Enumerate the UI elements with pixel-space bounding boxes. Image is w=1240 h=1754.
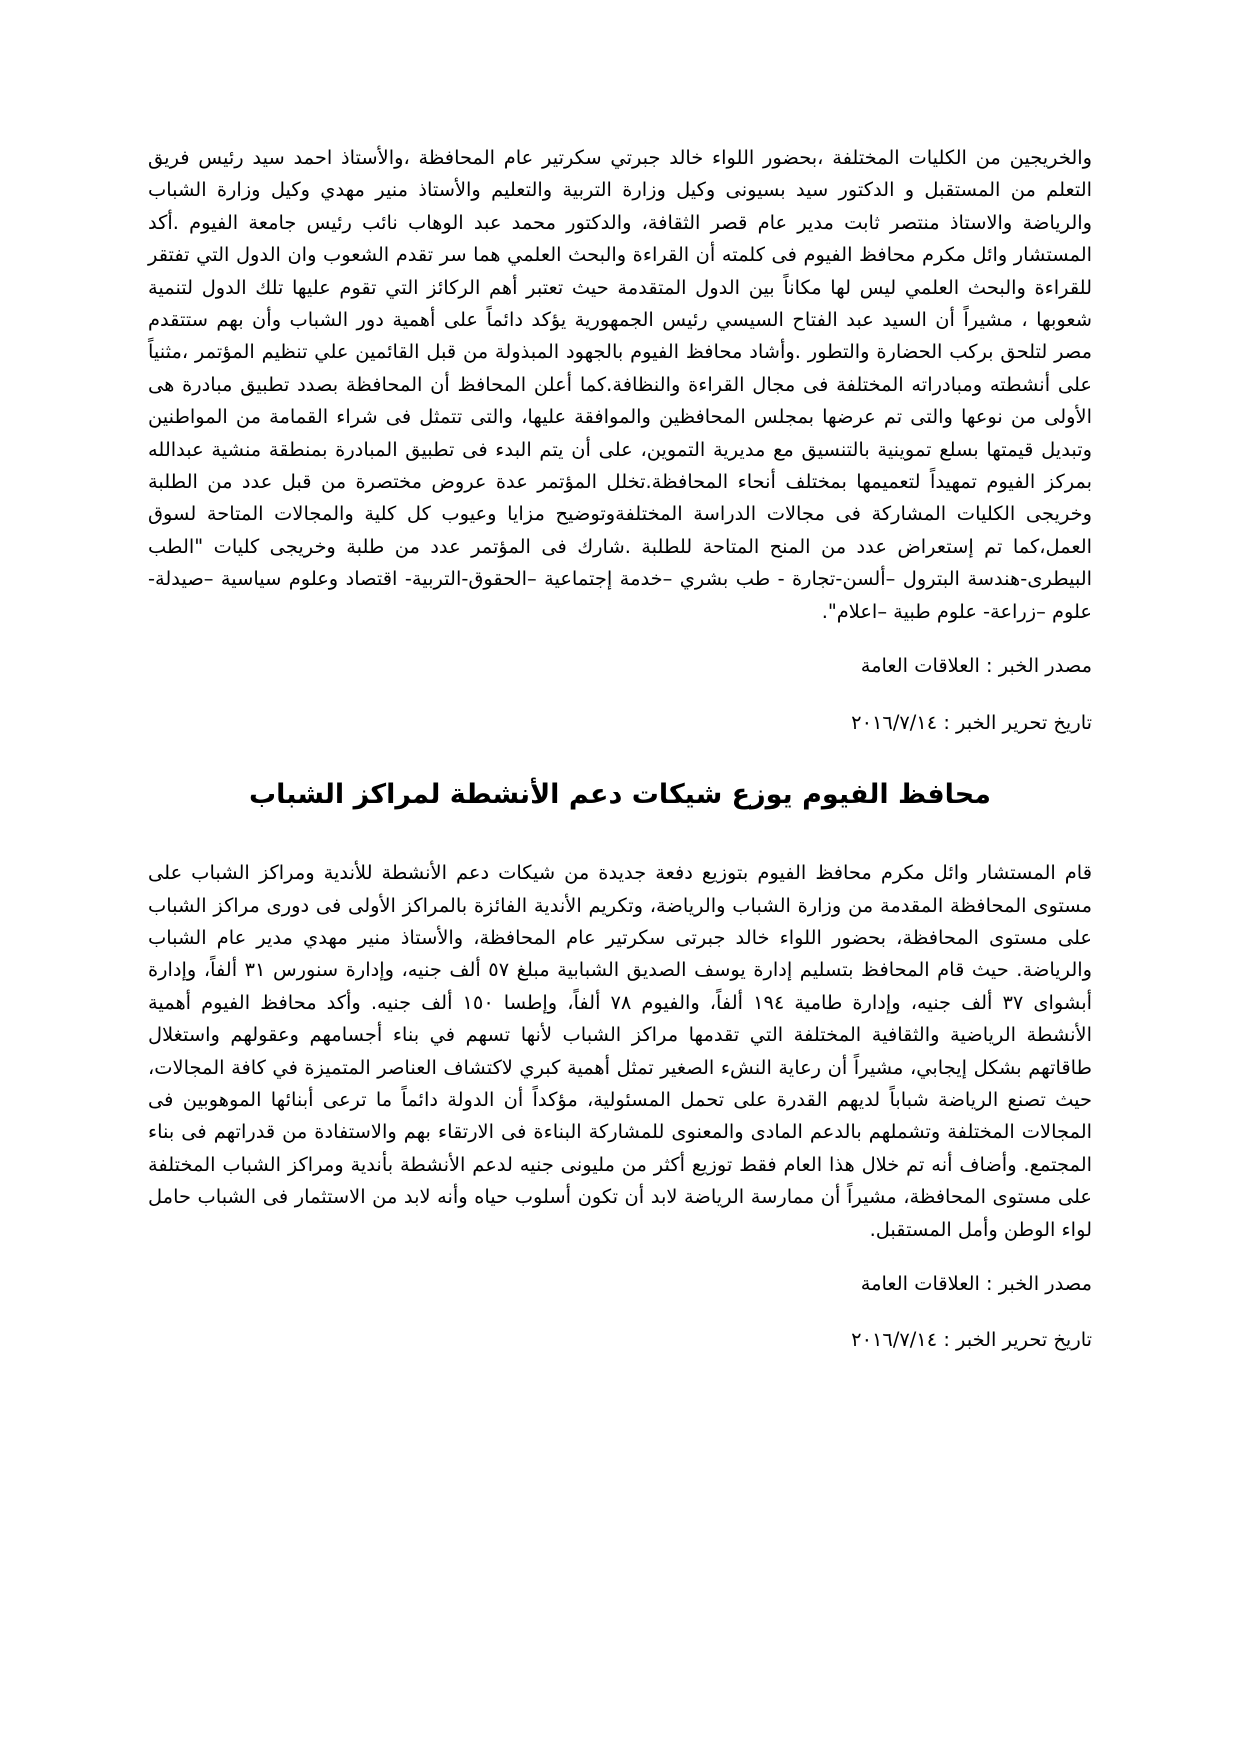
article-1-body: والخريجين من الكليات المختلفة ،بحضور اللواء خالد جبرتي سكرتير عام المحافظة ،والأستاذ احمد سيد رئيس فريق التعلم من المستقبل و الدكتور سيد بسيونى وكيل وزارة التربية والتعليم والأستاذ منير مهدي وكيل وزارة الشباب والرياضة والاستاذ منتصر ثابت مدير عام قصر الثقافة، والدكتور محمد عبد الوهاب نائب رئيس جامعة الفيوم .أكد المستشار وائل مكرم محافظ الفيوم فى كلمته أن القراءة والبحث العلمي هما سر تقدم الشعوب وان الدول التي تفتقر للقراءة والبحث العلمي ليس لها مكاناً بين الدول المتقدمة حيث تعتبر أهم الركائز التي تقوم عليها تلك الدول لتنمية شعوبها ، مشيراً أن السيد عبد الفتاح السيسي رئيس الجمهورية يؤكد دائماً على أهمية دور الشباب وأن بهم ستتقدم مصر لتلحق بركب الحضارة والتطور .وأشاد محافظ الفيوم بالجهود المبذولة من قبل القائمين علي تنظيم المؤتمر ،مثنياً على أنشطته ومبادراته المختلفة فى مجال القراءة والنظافة.كما أعلن المحافظ أن المحافظة بصدد تطبيق مبادرة هى الأولى من نوعها والتى تم عرضها بمجلس المحافظين والموافقة عليها، والتى تتمثل فى شراء القمامة من المواطنين وتبديل قيمتها بسلع تموينية بالتنسيق مع مديرية التموين، على أن يتم البدء فى تطبيق المبادرة بمنطقة منشية عبدالله بمركز الفيوم تمهيداً لتعميمها بمختلف أنحاء المحافظة.تخلل المؤتمر عدة عروض مختصرة من قبل عدد من الطلبة وخريجى الكليات المشاركة فى مجالات الدراسة المختلفةوتوضيح مزايا وعيوب كل كلية والمجالات المتاحة لسوق العمل،كما تم إستعراض عدد من المنح المتاحة للطلبة .شارك فى المؤتمر عدد من طلبة وخريجى كليات "الطب البيطرى-هندسة البترول –ألسن-تجارة - طب بشري –خدمة إجتماعية –الحقوق-التربية- اقتصاد وعلوم سياسية –صيدلة-علوم –زراعة- علوم طبية –اعلام". xyxy=(148,146,1092,623)
article-2-body: قام المستشار وائل مكرم محافظ الفيوم بتوزيع دفعة جديدة من شيكات دعم الأنشطة للأندية ومراكز الشباب على مستوى المحافظة المقدمة من وزارة الشباب والرياضة، وتكريم الأندية الفائزة بالمراكز الأولى فى دورى مراكز الشباب على مستوى المحافظة، بحضور اللواء خالد جبرتى سكرتير عام المحافظة، والأستاذ منير مهدي مدير عام الشباب والرياضة. حيث قام المحافظ بتسليم إدارة يوسف الصديق الشبابية مبلغ ٥٧ ألف جنيه، وإدارة سنورس ٣١ ألفاً، وإدارة أبشواى ٣٧ ألف جنيه، وإدارة طامية ١٩٤ ألفاً، والفيوم ٧٨ ألفاً، وإطسا ١٥٠ ألف جنيه. وأكد محافظ الفيوم أهمية الأنشطة الرياضية والثقافية المختلفة التي تقدمها مراكز الشباب لأنها تسهم في بناء أجسامهم وعقولهم واستغلال طاقاتهم بشكل إيجابي، مشيراً أن رعاية النشء الصغير تمثل أهمية كبري لاكتشاف العناصر المتميزة في كافة المجالات، حيث تصنع الرياضة شباباً لديهم القدرة على تحمل المسئولية، مؤكداً أن الدولة دائماً ما ترعى أبنائها الموهوبين فى المجالات المختلفة وتشملهم بالدعم المادى والمعنوى للمشاركة البناءة فى الارتقاء بهم والاستفادة من قدراتهم فى بناء المجتمع. وأضاف أنه تم خلال هذا العام فقط توزيع أكثر من مليونى جنيه لدعم الأنشطة بأندية ومراكز الشباب المختلفة على مستوى المحافظة، مشيراً أن ممارسة الرياضة لابد أن تكون أسلوب حياه وأنه لابد من الاستثمار فى الشباب حامل لواء الوطن وأمل المستقبل. xyxy=(148,861,1093,1241)
article-1-source: مصدر الخبر : العلاقات العامة xyxy=(860,654,1092,678)
article-2-date: تاريخ تحرير الخبر : ٢٠١٦/٧/١٤ xyxy=(851,1327,1092,1351)
article-2-headline: محافظ الفيوم يوزع شيكات دعم الأنشطة لمراكز الشباب xyxy=(249,779,991,811)
article-2-source: مصدر الخبر : العلاقات العامة xyxy=(860,1271,1092,1295)
document-page xyxy=(148,142,1092,1356)
article-1-date: تاريخ تحرير الخبر : ٢٠١٦/٧/١٤ xyxy=(851,711,1092,735)
